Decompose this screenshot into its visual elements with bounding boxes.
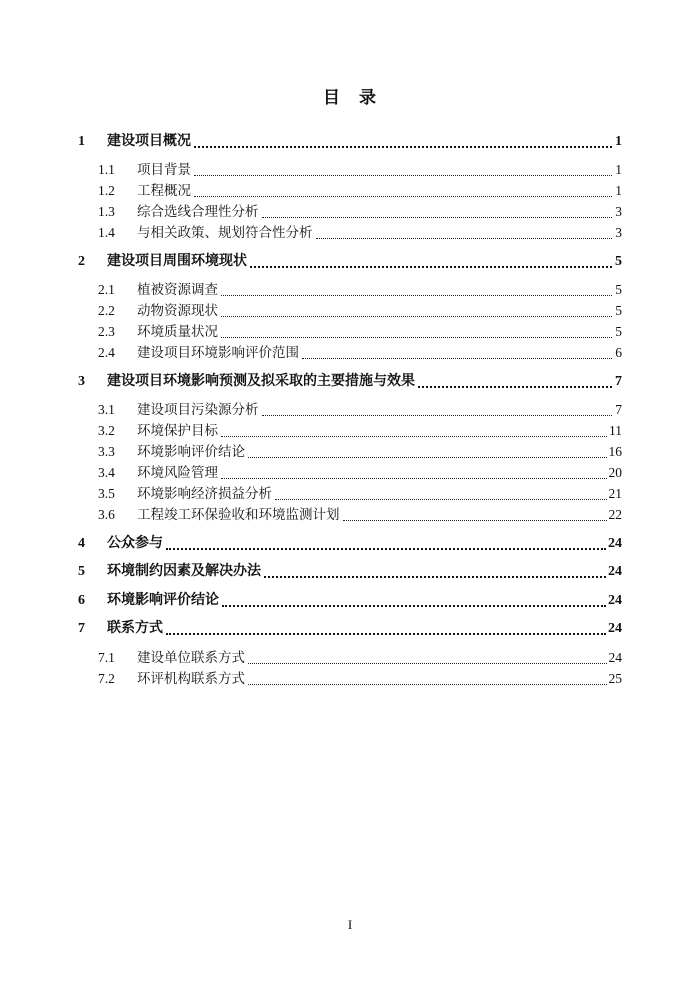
toc-entry-page: 24 [608,592,622,608]
toc-entry-number: 1.3 [98,204,115,219]
toc-entry-number: 3.3 [98,444,115,459]
dot-leader [262,399,613,416]
toc-entry-page: 1 [615,133,622,149]
toc-entry-label: 建设项目环境影响评价范围 [137,345,299,360]
toc-entry [78,251,622,272]
footer-page-number: I [347,917,353,932]
toc-entry-label: 植被资源调查 [137,282,218,297]
toc-entry [78,590,622,611]
toc-entry-number: 2.3 [98,324,115,339]
toc-entry [78,279,622,300]
toc-entry-label: 工程竣工环保验收和环境监测计划 [137,507,340,522]
toc-entry-label: 环境制约因素及解决办法 [107,564,261,579]
toc-entry [78,668,622,689]
toc-entry-number: 5 [78,564,85,579]
toc-entry [78,483,622,504]
dot-leader [194,159,612,176]
toc-entry-page: 22 [608,507,622,522]
toc-entry [78,618,622,639]
toc-entry-number: 3.6 [98,507,115,522]
toc-entry-label: 环境风险管理 [137,465,218,480]
toc-entry-number: 3.2 [98,423,115,438]
toc-entry [78,441,622,462]
dot-leader [248,668,607,685]
toc-entry-label: 建设项目周围环境现状 [107,253,247,269]
dot-leader [194,131,612,148]
dot-leader [343,504,607,521]
page-footer [0,916,700,934]
toc-entry-number: 2.1 [98,282,115,297]
dot-leader [166,618,606,635]
toc-entry-label: 公众参与 [107,535,163,551]
dot-leader [302,342,612,359]
toc-entry-label: 建设单位联系方式 [137,649,245,665]
toc-entry-label: 环境质量状况 [137,324,218,339]
dot-leader [221,279,612,296]
toc-entry [78,399,622,420]
toc-entry [78,533,622,554]
toc-entry-number: 2 [78,253,85,269]
toc-entry-page: 11 [609,423,622,438]
toc-entry [78,180,622,201]
toc-entry-page: 5 [615,324,622,339]
toc-entry-page: 7 [615,373,622,389]
toc-entry-number: 1.1 [98,162,115,177]
toc-entry-label: 建设项目环境影响预测及拟采取的主要措施与效果 [107,373,415,389]
dot-leader [221,462,607,479]
toc-entry-label: 建设项目污染源分析 [137,402,259,417]
toc-entry-number: 7.1 [98,649,115,665]
dot-leader [166,533,606,550]
toc-entry-page: 5 [615,253,622,269]
toc-entry-page: 1 [615,162,622,177]
toc-entry [78,462,622,483]
dot-leader [316,222,613,239]
dot-leader [250,251,612,268]
toc-entry [78,342,622,363]
toc-entry [78,504,622,525]
toc-entry-label: 综合选线合理性分析 [137,204,259,219]
toc-entry-label: 环评机构联系方式 [137,670,245,686]
toc-entry-label: 与相关政策、规划符合性分析 [137,225,313,240]
toc-entry-number: 2.2 [98,303,115,318]
toc-entry-page: 20 [608,465,622,480]
toc-entry-page: 24 [608,649,622,665]
toc-entry-number: 1 [78,133,85,149]
dot-leader [262,201,613,218]
toc-entry-page: 3 [615,204,622,219]
toc-entry-label: 环境影响评价结论 [137,444,245,459]
toc-entry-page: 1 [615,183,622,198]
toc-entry-number: 7.2 [98,670,115,686]
toc-entry-number: 3.4 [98,465,115,480]
dot-leader [248,441,607,458]
toc-entry [78,159,622,180]
toc-entry [78,300,622,321]
toc-entry-number: 1.4 [98,225,115,240]
toc-entry [78,131,622,152]
toc-entry-number: 6 [78,592,85,608]
dot-leader [221,321,612,338]
toc-entry-label: 项目背景 [137,162,191,177]
toc-entry-page: 7 [615,402,622,417]
toc-entry [78,647,622,668]
toc-entry-number: 7 [78,621,85,636]
dot-leader [222,590,606,607]
toc-entry [78,371,622,392]
toc-entry-number: 1.2 [98,183,115,198]
toc-entry-number: 3 [78,373,85,389]
dot-leader [221,420,607,437]
toc-entry-label: 动物资源现状 [137,303,218,318]
toc-entry-label: 建设项目概况 [107,133,191,149]
toc-entry [78,222,622,243]
toc-entry-page: 16 [608,444,622,459]
toc-entry-page: 21 [608,486,622,501]
toc-entry-label: 工程概况 [137,183,191,198]
toc-entry-page: 24 [608,535,622,551]
toc-entry-number: 3.5 [98,486,115,501]
dot-leader [418,371,612,388]
toc [0,109,700,689]
toc-entry-label: 环境影响评价结论 [107,592,219,608]
toc-entry-page: 24 [608,621,622,636]
toc-entry-page: 25 [608,670,622,686]
toc-entry-number: 2.4 [98,345,115,360]
dot-leader [194,180,612,197]
toc-entry-page: 3 [615,225,622,240]
toc-entry-label: 联系方式 [107,621,163,636]
toc-entry-page: 5 [615,282,622,297]
dot-leader [221,300,612,317]
toc-entry-number: 3.1 [98,402,115,417]
dot-leader [248,647,607,664]
toc-entry [78,201,622,222]
toc-entry-number: 4 [78,535,85,551]
toc-entry-label: 环境影响经济损益分析 [137,486,272,501]
toc-entry-page: 24 [608,564,622,579]
toc-entry-page: 6 [615,345,622,360]
dot-leader [275,483,607,500]
dot-leader [264,561,606,578]
toc-entry [78,420,622,441]
toc-entry-page: 5 [615,303,622,318]
toc-entry-label: 环境保护目标 [137,423,218,438]
page-title: 目 录 [323,88,377,107]
toc-entry [78,321,622,342]
toc-entry [78,561,622,582]
